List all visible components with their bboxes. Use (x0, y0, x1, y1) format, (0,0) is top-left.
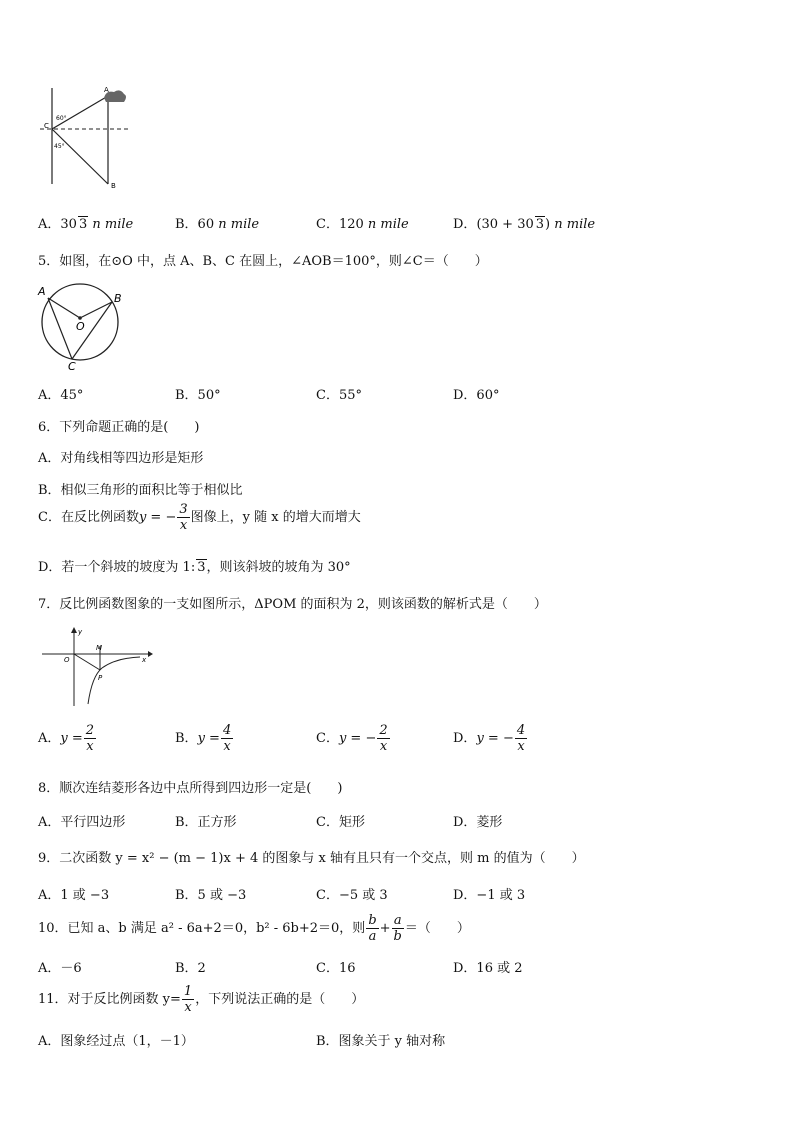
q7-figure (40, 626, 154, 708)
q11-option-b[interactable]: B．图象关于 y 轴对称 (316, 1034, 446, 1049)
q7-option-d[interactable]: D．y = − $\frac{4}{x}$ (453, 723, 526, 754)
q4-option-b[interactable]: B．60 n mile (175, 217, 260, 232)
q7-option-b[interactable]: B．y = $\frac{4}{x}$ (175, 723, 232, 754)
fig4-label-b: B (111, 182, 116, 190)
q6-option-d[interactable]: D．若一个斜坡的坡度为 1: 3，则该斜坡的坡角为 30° (38, 560, 351, 575)
q9-option-a[interactable]: A．1 或 −3 (38, 888, 110, 903)
q5-option-a[interactable]: A．45° (38, 388, 84, 403)
q5-stem: 5．如图，在⊙O 中，点 A、B、C 在圆上，∠AOB＝100°，则∠C＝（ ） (38, 254, 488, 269)
q8-stem: 8．顺次连结菱形各边中点所得到四边形一定是( ) (38, 781, 343, 796)
q11-option-a[interactable]: A．图象经过点（1，－1） (38, 1034, 194, 1049)
q10-option-c[interactable]: C．16 (316, 961, 356, 976)
q5-figure (34, 280, 130, 372)
q9-option-d[interactable]: D．−1 或 3 (453, 888, 526, 903)
q11-stem: 11．对于反比例函数 y= $\frac{1}{x}$ ，下列说法正确的是（ ） (38, 984, 365, 1015)
q7-label-p: P (98, 674, 103, 682)
q10-stem: 10．已知 a、b 满足 a² - 6a+2＝0，b² - 6b+2＝0，则 $\frac{b}{a}$ + $\frac{a}{b}$ ＝（ ） (38, 913, 470, 944)
q10-option-b[interactable]: B．2 (175, 961, 206, 976)
q4-option-d[interactable]: D．(30 + 30 3) n mile (453, 217, 596, 232)
q4-figure (40, 84, 130, 192)
q10-option-d[interactable]: D．16 或 2 (453, 961, 523, 976)
q8-option-b[interactable]: B．正方形 (175, 815, 237, 830)
fig4-angle-60: 60° (56, 115, 67, 122)
q5-label-b: B (114, 292, 122, 305)
q9-option-c[interactable]: C．−5 或 3 (316, 888, 388, 903)
q7-stem: 7．反比例函数图象的一支如图所示，ΔPOM 的面积为 2，则该函数的解析式是（ ） (38, 597, 547, 612)
q7-label-o: O (64, 656, 70, 664)
q8-option-c[interactable]: C．矩形 (316, 815, 365, 830)
q9-stem: 9．二次函数 y = x² − (m − 1)x + 4 的图象与 x 轴有且只有一个交点，则 m 的值为（ ） (38, 851, 585, 866)
q4-option-c[interactable]: C．120 n mile (316, 217, 409, 232)
q7-label-m: M (96, 644, 103, 652)
q5-label-c: C (68, 360, 76, 372)
q7-label-x: x (142, 656, 147, 664)
q7-option-c[interactable]: C．y = − $\frac{2}{x}$ (316, 723, 388, 754)
fig4-angle-45: 45° (54, 143, 65, 150)
q6-option-a[interactable]: A．对角线相等四边形是矩形 (38, 451, 204, 466)
q8-option-d[interactable]: D．菱形 (453, 815, 503, 830)
q6-stem: 6．下列命题正确的是( ) (38, 420, 200, 435)
fig4-label-a: A (104, 86, 109, 94)
fig4-label-c: C (44, 122, 49, 130)
q5-label-o: O (76, 320, 85, 333)
q8-option-a[interactable]: A．平行四边形 (38, 815, 126, 830)
q10-option-a[interactable]: A．－6 (38, 961, 82, 976)
q5-label-a: A (38, 285, 46, 298)
q6-option-b[interactable]: B．相似三角形的面积比等于相似比 (38, 483, 243, 498)
q4-option-a[interactable]: A．30 3 n mile (38, 217, 134, 232)
q9-option-b[interactable]: B．5 或 −3 (175, 888, 247, 903)
q7-label-y: y (78, 628, 83, 636)
q6-option-c[interactable]: C．在反比例函数y = − $\frac{3}{x}$ 图像上，y 随 x 的增大而增大 (38, 502, 361, 533)
q5-option-d[interactable]: D．60° (453, 388, 500, 403)
q5-option-c[interactable]: C．55° (316, 388, 362, 403)
q5-option-b[interactable]: B．50° (175, 388, 221, 403)
q7-option-a[interactable]: A．y = $\frac{2}{x}$ (38, 723, 95, 754)
